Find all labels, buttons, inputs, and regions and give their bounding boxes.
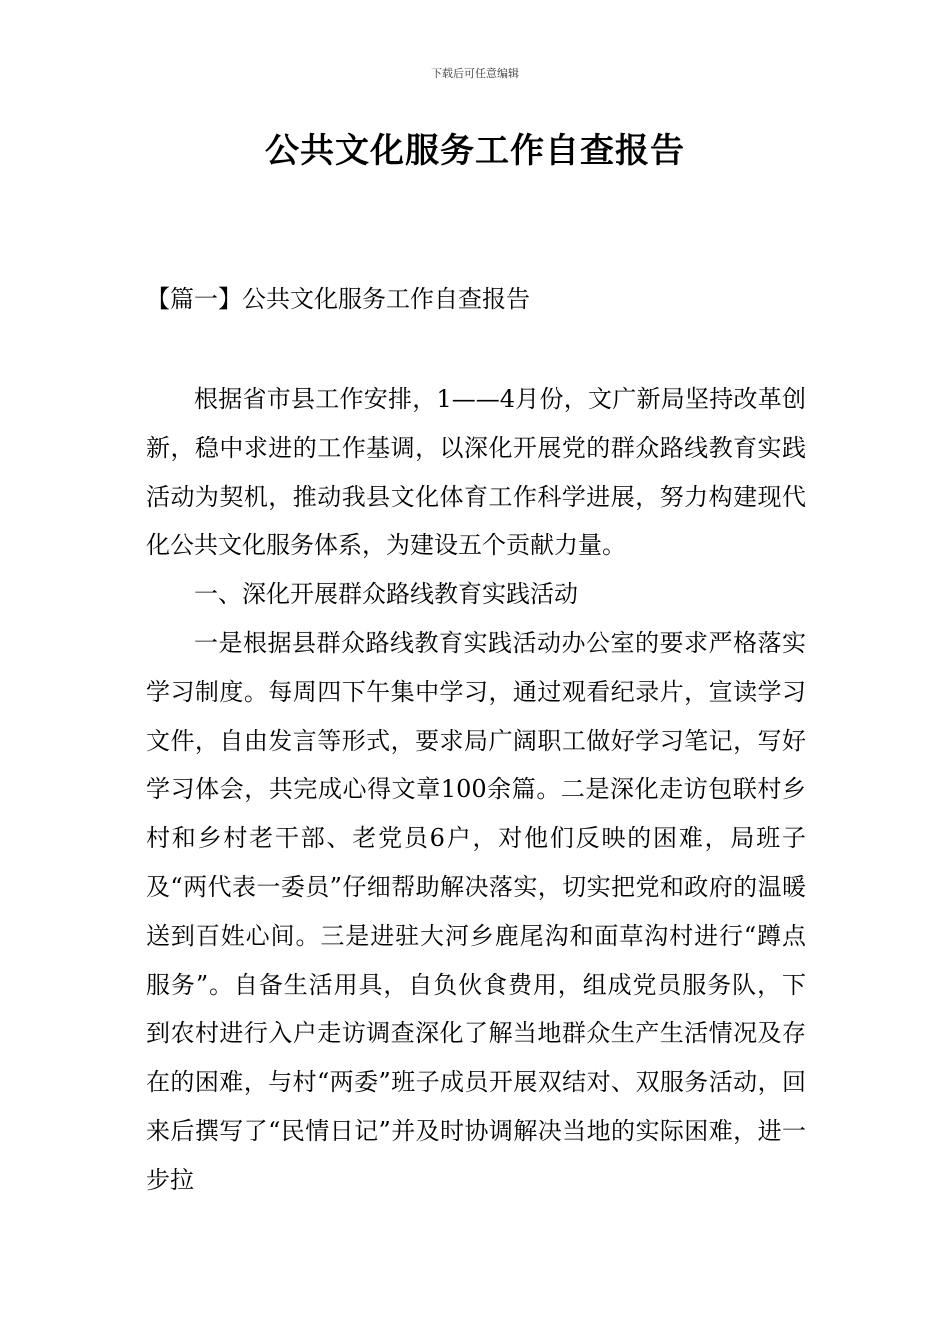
paragraph-intro: 根据省市县工作安排，1——4月份，文广新局坚持改革创新，稳中求进的工作基调，以深化开展党的群众路线教育实践活动为契机，推动我县文化体育工作科学进展，努力构建现代化公共文化服务体系，为建设五个贡献力量。 — [146, 385, 806, 560]
document-body — [146, 375, 806, 1205]
header-note: 下载后可任意编辑 — [431, 67, 519, 80]
page-title: 公共文化服务工作自查报告 — [265, 131, 685, 171]
section-heading: 【篇一】公共文化服务工作自查报告 — [146, 285, 530, 313]
paragraph-subheading: 一、深化开展群众路线教育实践活动 — [194, 580, 578, 609]
paragraph-details: 一是根据县群众路线教育实践活动办公室的要求严格落实学习制度。每周四下午集中学习，通过观看纪录片，宣读学习文件，自由发言等形式，要求局广阔职工做好学习笔记，写好学习体会，共完成心得文章100余篇。二是深化走访包联村乡村和乡村老干部、老党员6户，对他们反映的困难，局班子及“两代表一委员”仔细帮助解决落实，切实把党和政府的温暖送到百姓心间。三是进驻大河乡鹿尾沟和面草沟村进行“蹲点服务”。自备生活用具，自负伙食费用，组成党员服务队，下到农村进行入户走访调查深化了解当地群众生产生活情况及存在的困难，与村“两委”班子成员开展双结对、双服务活动，回来后撰写了“民情日记”并及时协调解决当地的实际困难，进一步拉 — [146, 628, 806, 1194]
